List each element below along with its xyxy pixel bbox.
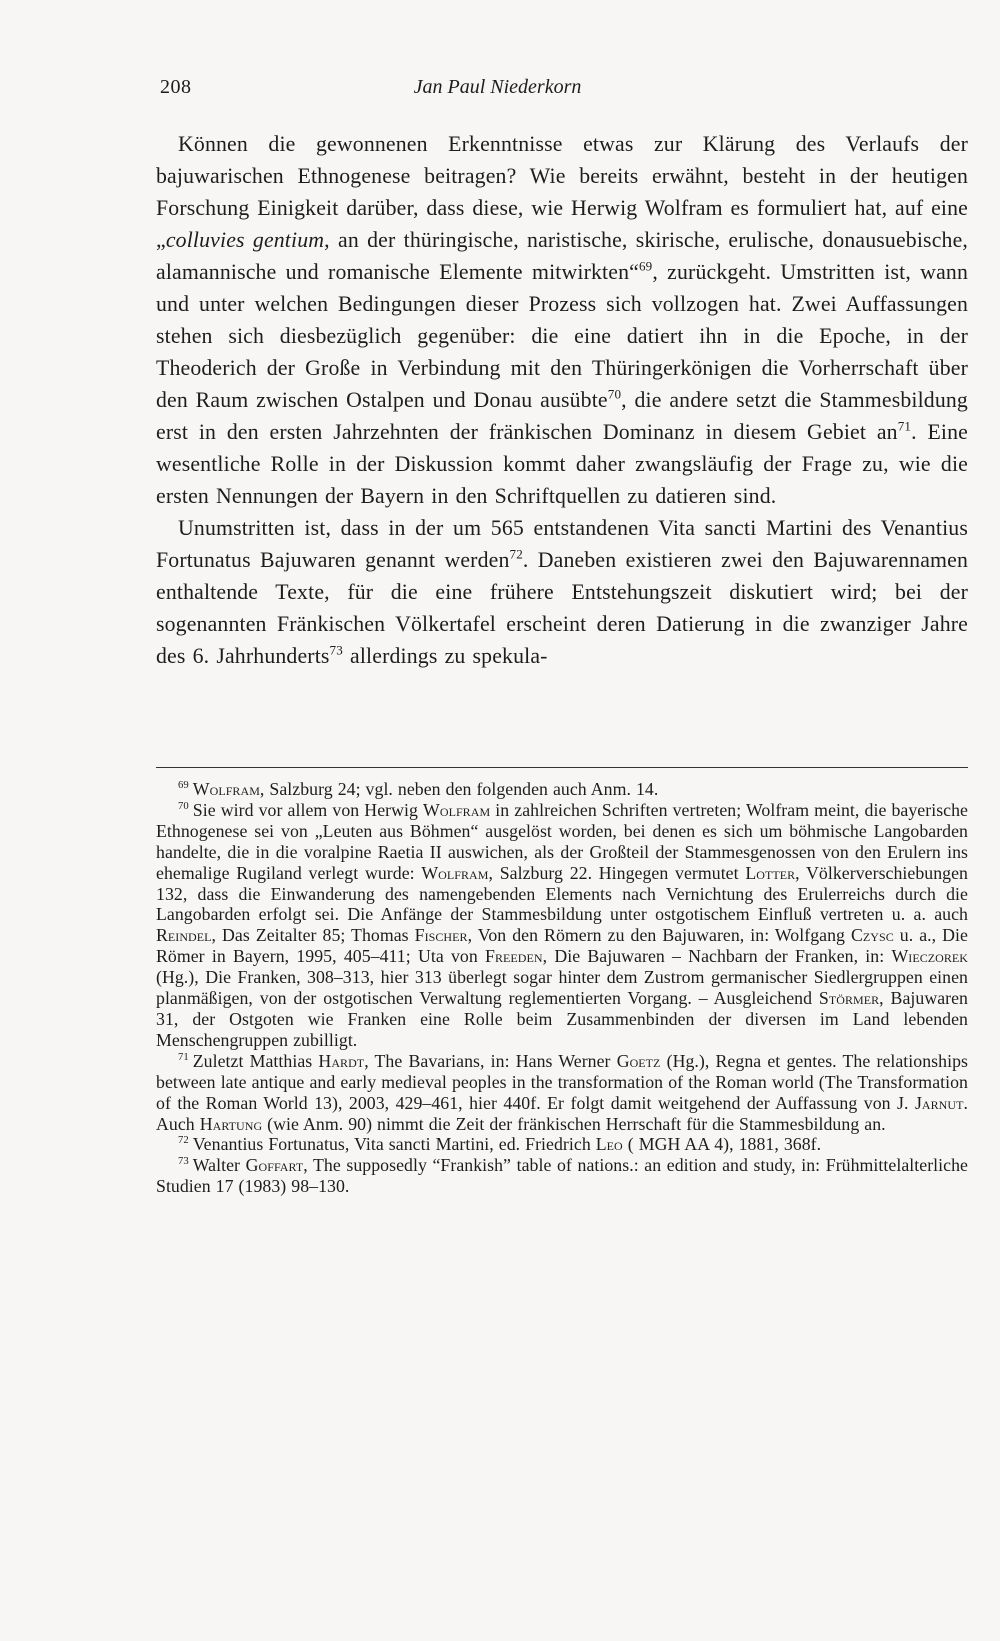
author-name: Störmer (818, 988, 880, 1009)
author-name: Fischer (414, 925, 468, 946)
footnote (156, 779, 968, 800)
text-run: Können die gewonnenen Erkenntnisse etwas zur Klärung des Verlaufs der bajuwarischen Ethnogenese beitragen? Wie bereits erwähnt, besteht in der heutigen Forschung Einigkeit darüber, dass diese, wie Herwig Wolfram es formuliert hat, auf eine „ (156, 132, 968, 252)
footnote-text: , Von den Römern zu den Bajuwaren, in: Wolfgang (467, 925, 851, 946)
author-name: Wieczorek (891, 946, 968, 967)
footnote-text: , Salzburg 22. Hingegen vermutet (488, 862, 746, 883)
footnote-text: , Völkerverschiebungen 132, dass die Einwanderung des namengebenden Elements nach Vernichtung des Erulerreichs durch die Langobarden erfolgt sei. Die Anfänge der Stammesbildung unter ostgotischem Einfluß vertreten u. a. auch (156, 862, 968, 925)
footnote-text: , The supposedly “Frankish” table of nations.: an edition and study, in: Frühmittelalterliche Studien 17 (1983) 98–130. (156, 1155, 968, 1197)
footnote-text: , The Bavarians, in: Hans Werner (364, 1050, 617, 1071)
text-run: , an der thüringische, naristische, skirische, erulische, donausuebische, alamannische und romanische Elemente mitwirkten“ (156, 228, 968, 284)
footnote-number: 69 (178, 779, 189, 792)
footnote-text: , Die Bajuwaren – Nachbarn der Franken, in: (542, 946, 892, 967)
text-run: , zurückgeht. Umstritten ist, wann und unter welchen Bedingungen dieser Prozess sich vollzogen hat. Zwei Auffassungen stehen sich diesbezüglich gegenüber: die eine datiert ihn in die Epoche, in der Theoderich der Große in Verbindung mit den Thüringerkönigen die Vorherrschaft über den Raum zwischen Ostalpen und Donau ausübte (156, 260, 968, 412)
text-run: . Daneben existieren zwei den Bajuwarennamen enthaltende Texte, für die eine frühere Entstehungszeit diskutiert wird; bei der sogenannten Fränkischen Völkertafel erscheint deren Datierung in die zwanziger Jahre des 6. Jahrhunderts (156, 548, 968, 668)
author-name: Wolfram (423, 799, 491, 820)
footnote-text: Venantius Fortunatus, Vita sancti Martini, ed. Friedrich (192, 1134, 596, 1155)
footnote-text: , Das Zeitalter 85; Thomas (211, 925, 415, 946)
footnote (156, 1134, 968, 1155)
footnote-text: Sie wird vor allem von Herwig (192, 799, 424, 820)
footnote-ref: 71 (897, 418, 912, 434)
footnotes (156, 779, 968, 1197)
text-run: . Eine wesentliche Rolle in der Diskussion kommt daher zwangsläufig der Frage zu, wie die ersten Nennungen der Bayern in den Schriftquellen zu datieren sind. (156, 420, 968, 508)
footnote-text: . Auch (156, 1092, 968, 1134)
footnote (156, 1051, 968, 1135)
footnote-text: (Hg.), Die Franken, 308–313, hier 313 überlegt sogar hinter dem Zustrom germanischer Siedlergruppen einen planmäßigen, von der ostgotischen Verwaltung reglementierten Vorgang. – Ausgleichend (156, 967, 968, 1009)
footnote-text: , Bajuwaren 31, der Ostgoten wie Franken eine Rolle beim Zusammenbinden der diversen im Land lebenden Menschengruppen zubilligt. (156, 988, 969, 1050)
footnote-number: 72 (178, 1134, 189, 1147)
footnote (156, 1155, 968, 1197)
footnote-text: in zahlreichen Schriften vertreten; Wolfram meint, die bayerische Ethnogenese sei von „Leuten aus Böhmen“ ausgelöst worden, bei denen es sich um böhmische Langobarden handelte, die in die voralpine Raetia II auswichen, als der Großteil der Stammesgenossen von den Erulern ins ehemalige Rugiland verlegt wurde: (156, 799, 968, 883)
text-run: allerdings zu spekula- (342, 644, 548, 668)
author-name: Freeden (485, 946, 543, 967)
author-name: Hartung (199, 1113, 263, 1134)
author-name: Czysc (850, 925, 894, 946)
page-number: 208 (160, 76, 192, 98)
footnote-number: 70 (178, 799, 189, 812)
running-head: Jan Paul Niederkorn (413, 76, 582, 98)
author-name: Wolfram (192, 779, 260, 799)
text-run: , die andere setzt die Stammesbildung erst in den ersten Jahrzehnten der fränkischen Dominanz in diesem Gebiet an (156, 388, 968, 444)
text-run: Unumstritten ist, dass in der um 565 entstandenen Vita sancti Martini des Venantius Fortunatus Bajuwaren genannt werden (156, 516, 968, 572)
footnote-text: Walter (192, 1155, 246, 1176)
footnote-ref: 73 (329, 642, 343, 658)
footnote-text: (wie Anm. 90) nimmt die Zeit der fränkischen Herrschaft für die Stammesbildung an. (262, 1113, 886, 1134)
footnote-number: 71 (178, 1050, 189, 1063)
footnote-text: ( MGH AA 4), 1881, 368f. (622, 1134, 822, 1155)
footnote-ref: 69 (638, 258, 653, 274)
author-name: Leo (595, 1134, 623, 1155)
author-name: Jarnut (914, 1092, 964, 1113)
footnote-ref: 72 (509, 546, 523, 562)
author-name: Goetz (616, 1050, 661, 1071)
author-name: Lotter (745, 862, 796, 883)
footnote (156, 800, 968, 1051)
author-name: Goffart (245, 1155, 304, 1176)
body-paragraph (156, 128, 968, 512)
footnote-text: , Salzburg 24; vgl. neben den folgenden auch Anm. 14. (259, 779, 659, 799)
author-name: Hardt (318, 1050, 365, 1071)
footnote-ref: 70 (607, 386, 622, 402)
page-header (160, 76, 835, 106)
author-name: Reindel (156, 925, 212, 946)
footnote-number: 73 (178, 1155, 189, 1168)
body-paragraph (156, 512, 968, 672)
footnote-text: (Hg.), Regna et gentes. The relationships between late antique and early medieval peoples in the transformation of the Roman world (The Transformation of the Roman World 13), 2003, 429–461, hier 440f. Er folgt damit weitgehend der Auffassung von J. (156, 1050, 968, 1113)
footnote-text: u. a., Die Römer in Bayern, 1995, 405–411; Uta von (156, 925, 968, 967)
footnote-separator (156, 767, 968, 768)
italic-phrase: colluvies gentium (165, 228, 325, 252)
footnote-text: Zuletzt Matthias (192, 1050, 319, 1071)
main-text (156, 128, 968, 672)
author-name: Wolfram (421, 862, 489, 883)
